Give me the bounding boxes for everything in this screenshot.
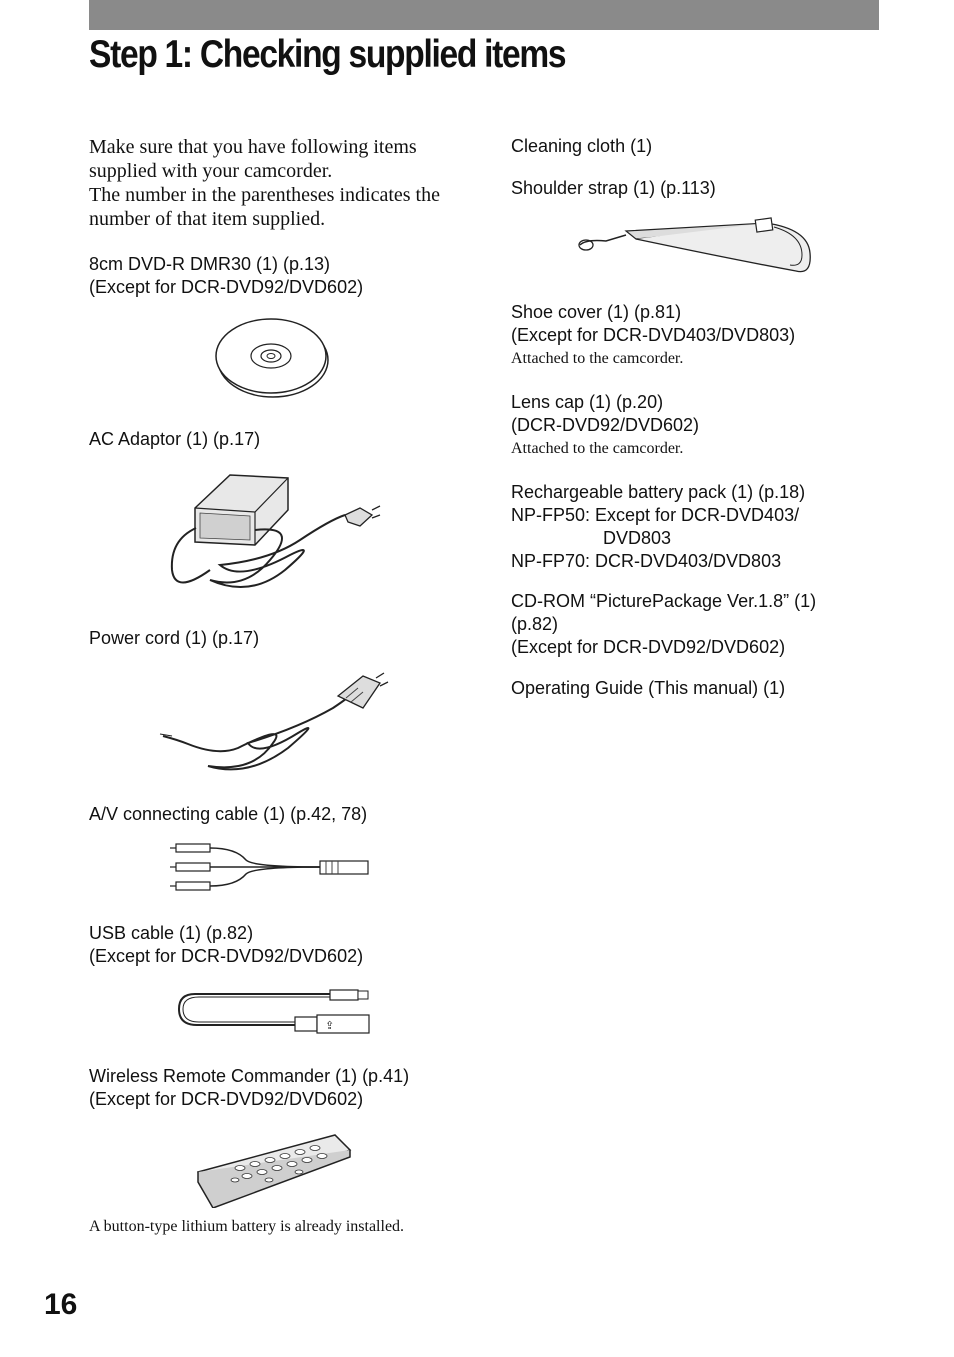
shoe-cover-note: Attached to the camcorder. [511, 350, 684, 367]
item-battery-pack: Rechargeable battery pack (1) (p.18) NP-FP50: Except for DCR-DVD403/ DVD803 NP-FP70: DCR-DVD403/DVD803 [511, 482, 806, 571]
page-number: 16 [44, 1288, 78, 1321]
item-shoe-cover: Shoe cover (1) (p.81) (Except for DCR-DVD403/DVD803) Attached to the camcorder. [511, 302, 796, 367]
remote-commander-illustration [195, 1130, 353, 1208]
usb-symbol-icon: ⇪ [325, 1019, 335, 1032]
header-bar [89, 0, 879, 30]
intro-paragraph: Make sure that you have following items supplied with your camcorder. The number in the parentheses indicates the number of that item supplied. [89, 136, 440, 230]
item-lens-cap: Lens cap (1) (p.20) (DCR-DVD92/DVD602) Attached to the camcorder. [511, 392, 700, 457]
item-power-cord: Power cord (1) (p.17) [89, 628, 260, 648]
lens-cap-note: Attached to the camcorder. [511, 440, 684, 457]
item-operating-guide: Operating Guide (This manual) (1) [511, 678, 786, 698]
usb-cable-illustration [175, 985, 375, 1037]
page-title: Step 1: Checking supplied items [89, 33, 566, 76]
ac-adaptor-illustration [160, 470, 385, 605]
item-ac-adaptor: AC Adaptor (1) (p.17) [89, 429, 261, 449]
item-usb-cable: USB cable (1) (p.82) (Except for DCR-DVD92/DVD602) [89, 923, 364, 966]
item-shoulder-strap: Shoulder strap (1) (p.113) [511, 178, 716, 198]
dvd-disc-illustration [215, 318, 333, 398]
item-cleaning-cloth: Cleaning cloth (1) [511, 136, 653, 156]
item-dvd-r: 8cm DVD-R DMR30 (1) (p.13) (Except for DCR-DVD92/DVD602) [89, 254, 364, 297]
remote-battery-note: A button-type lithium battery is already installed. [89, 1218, 405, 1235]
power-cord-illustration [158, 668, 390, 778]
item-av-cable: A/V connecting cable (1) (p.42, 78) [89, 804, 368, 824]
item-cd-rom: CD-ROM “PicturePackage Ver.1.8” (1) (p.82) (Except for DCR-DVD92/DVD602) [511, 591, 817, 657]
item-remote-commander: Wireless Remote Commander (1) (p.41) (Except for DCR-DVD92/DVD602) [89, 1066, 410, 1109]
av-cable-illustration [168, 840, 374, 898]
shoulder-strap-illustration [576, 215, 816, 280]
